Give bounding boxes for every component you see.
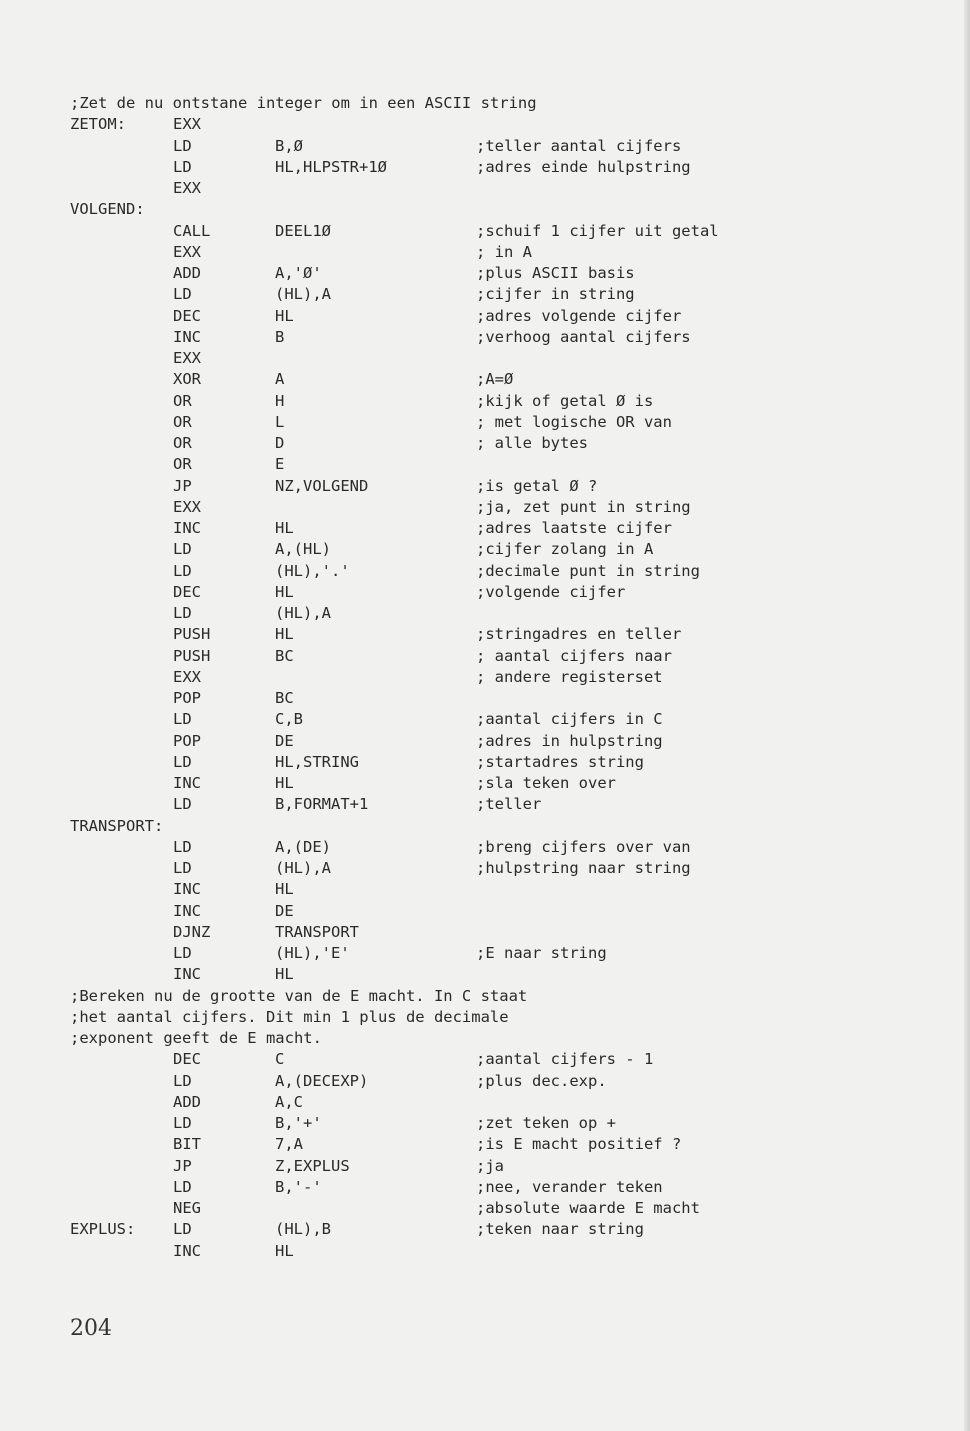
operand: A,'Ø' — [275, 264, 322, 282]
comment: ;verhoog aantal cijfers — [476, 327, 691, 346]
code-line — [70, 327, 950, 348]
comment-text: ;het aantal cijfers. Dit min 1 plus de decimale — [70, 1007, 509, 1026]
operand: (HL),A — [275, 859, 331, 877]
code-line — [70, 1219, 950, 1240]
operand: HL,HLPSTR+1Ø — [275, 157, 387, 176]
code-line — [70, 922, 950, 943]
operand: (HL),'.' — [275, 561, 350, 580]
operand: HL — [275, 582, 294, 601]
comment: ;ja — [476, 1156, 504, 1175]
comment: ;adres laatste cijfer — [476, 519, 672, 537]
comment-text: ;Bereken nu de grootte van de E macht. In C staat — [70, 986, 528, 1005]
label: ZETOM: — [70, 115, 126, 134]
opcode: EXX — [173, 242, 201, 261]
code-line — [70, 348, 950, 369]
code-line — [70, 518, 950, 539]
opcode: OR — [173, 434, 192, 452]
comment: ;startadres string — [476, 752, 644, 771]
comment: ; andere registerset — [476, 667, 663, 686]
operand: B,'+' — [275, 1114, 322, 1132]
comment: ;adres einde hulpstring — [476, 157, 691, 176]
operand: B — [275, 327, 285, 346]
code-line — [70, 157, 950, 178]
operand: Z,EXPLUS — [275, 1156, 350, 1175]
operand: TRANSPORT — [275, 922, 359, 941]
opcode: LD — [173, 859, 192, 877]
opcode: LD — [173, 561, 192, 580]
opcode: DJNZ — [173, 922, 211, 941]
code-line — [70, 816, 950, 837]
comment: ;adres volgende cijfer — [476, 306, 682, 325]
code-line — [70, 773, 950, 794]
operand: HL — [275, 880, 294, 899]
comment-line — [70, 1007, 950, 1028]
opcode: JP — [173, 1156, 192, 1175]
operand: HL — [275, 625, 294, 644]
page-number: 204 — [70, 1316, 112, 1341]
comment: ;nee, verander teken — [476, 1177, 663, 1196]
label: EXPLUS: — [70, 1220, 136, 1239]
comment: ;zet teken op + — [476, 1114, 616, 1132]
opcode: PUSH — [173, 646, 211, 665]
operand: B,'-' — [275, 1177, 322, 1196]
comment: ;plus ASCII basis — [476, 264, 635, 282]
opcode: INC — [173, 1241, 201, 1260]
opcode: OR — [173, 391, 192, 410]
opcode: LD — [173, 540, 192, 559]
operand: HL — [275, 1241, 294, 1260]
comment: ;A=Ø — [476, 370, 514, 389]
opcode: EXX — [173, 667, 201, 686]
code-line — [70, 603, 950, 624]
opcode: NEG — [173, 1199, 201, 1217]
page-edge — [964, 0, 970, 1431]
code-line — [70, 476, 950, 497]
code-line — [70, 582, 950, 603]
code-line — [70, 539, 950, 560]
comment: ; aantal cijfers naar — [476, 646, 672, 665]
comment: ;breng cijfers over van — [476, 837, 691, 856]
code-line — [70, 646, 950, 667]
opcode: JP — [173, 476, 192, 495]
opcode: XOR — [173, 370, 201, 389]
label: VOLGEND: — [70, 200, 145, 219]
opcode: DEC — [173, 306, 201, 325]
comment: ; in A — [476, 242, 532, 261]
operand: A,(HL) — [275, 540, 331, 559]
opcode: POP — [173, 731, 201, 750]
code-line — [70, 943, 950, 964]
comment: ; met logische OR van — [476, 412, 672, 431]
opcode: EXX — [173, 179, 201, 197]
code-line — [70, 901, 950, 922]
operand: (HL),A — [275, 285, 331, 304]
comment: ;teller aantal cijfers — [476, 136, 682, 155]
comment-line — [70, 93, 950, 114]
opcode: INC — [173, 774, 201, 792]
comment-text: ;Zet de nu ontstane integer om in een ASCII string — [70, 94, 537, 112]
opcode: LD — [173, 837, 192, 856]
opcode: BIT — [173, 1135, 201, 1154]
comment: ;decimale punt in string — [476, 561, 700, 580]
operand: HL — [275, 774, 294, 792]
code-line — [70, 369, 950, 390]
operand: DEEL1Ø — [275, 221, 331, 240]
code-line — [70, 752, 950, 773]
code-line — [70, 284, 950, 305]
comment: ;volgende cijfer — [476, 582, 626, 601]
operand: BC — [275, 646, 294, 665]
comment-line — [70, 1028, 950, 1049]
code-line — [70, 114, 950, 135]
opcode: POP — [173, 689, 201, 707]
comment: ;aantal cijfers in C — [476, 710, 663, 729]
opcode: LD — [173, 157, 192, 176]
operand: (HL),A — [275, 604, 331, 622]
operand: (HL),'E' — [275, 944, 350, 962]
comment: ;kijk of getal Ø is — [476, 391, 654, 410]
operand: 7,A — [275, 1135, 303, 1154]
opcode: LD — [173, 710, 192, 729]
operand: HL — [275, 965, 294, 984]
comment: ;is E macht positief ? — [476, 1135, 682, 1154]
code-line — [70, 391, 950, 412]
code-line — [70, 1198, 950, 1219]
code-line — [70, 454, 950, 475]
code-line — [70, 794, 950, 815]
code-line — [70, 242, 950, 263]
operand: HL — [275, 306, 294, 325]
operand: NZ,VOLGEND — [275, 476, 369, 495]
code-line — [70, 561, 950, 582]
operand: E — [275, 455, 285, 474]
operand: B,FORMAT+1 — [275, 795, 369, 814]
opcode: EXX — [173, 115, 201, 134]
comment: ;hulpstring naar string — [476, 859, 691, 877]
operand: DE — [275, 731, 294, 750]
code-line — [70, 964, 950, 985]
opcode: DEC — [173, 1050, 201, 1069]
comment: ;cijfer zolang in A — [476, 540, 654, 559]
opcode: EXX — [173, 349, 201, 367]
comment: ;sla teken over — [476, 774, 616, 792]
code-line — [70, 199, 950, 220]
code-line — [70, 136, 950, 157]
code-line — [70, 709, 950, 730]
operand: HL — [275, 519, 294, 537]
comment: ;stringadres en teller — [476, 625, 682, 644]
operand: L — [275, 412, 285, 431]
operand: BC — [275, 689, 294, 707]
comment-text: ;exponent geeft de E macht. — [70, 1029, 322, 1047]
comment: ;cijfer in string — [476, 285, 635, 304]
opcode: INC — [173, 327, 201, 346]
comment: ;absolute waarde E macht — [476, 1199, 700, 1217]
code-line — [70, 879, 950, 900]
code-line — [70, 306, 950, 327]
opcode: LD — [173, 1220, 192, 1239]
code-line — [70, 178, 950, 199]
opcode: EXX — [173, 497, 201, 516]
code-line — [70, 221, 950, 242]
opcode: INC — [173, 519, 201, 537]
operand: A — [275, 370, 285, 389]
comment: ;ja, zet punt in string — [476, 497, 691, 516]
opcode: OR — [173, 455, 192, 474]
opcode: CALL — [173, 221, 211, 240]
label: TRANSPORT: — [70, 816, 164, 835]
opcode: LD — [173, 795, 192, 814]
code-line — [70, 412, 950, 433]
comment: ;schuif 1 cijfer uit getal — [476, 221, 719, 240]
code-line — [70, 1049, 950, 1070]
comment: ;aantal cijfers - 1 — [476, 1050, 654, 1069]
code-line — [70, 624, 950, 645]
opcode: LD — [173, 604, 192, 622]
code-line — [70, 497, 950, 518]
operand: H — [275, 391, 285, 410]
opcode: LD — [173, 1177, 192, 1196]
code-line — [70, 688, 950, 709]
comment: ;E naar string — [476, 944, 607, 962]
code-listing — [70, 93, 950, 1262]
code-line — [70, 263, 950, 284]
operand: C — [275, 1050, 285, 1069]
code-line — [70, 1156, 950, 1177]
opcode: INC — [173, 965, 201, 984]
code-line — [70, 858, 950, 879]
operand: D — [275, 434, 285, 452]
code-line — [70, 667, 950, 688]
code-line — [70, 731, 950, 752]
comment: ; alle bytes — [476, 434, 588, 452]
code-line — [70, 1177, 950, 1198]
opcode: OR — [173, 412, 192, 431]
comment: ;teller — [476, 795, 542, 814]
operand: A,(DE) — [275, 837, 331, 856]
operand: C,B — [275, 710, 303, 729]
comment: ;plus dec.exp. — [476, 1071, 607, 1090]
code-line — [70, 433, 950, 454]
opcode: INC — [173, 901, 201, 920]
operand: DE — [275, 901, 294, 920]
opcode: ADD — [173, 264, 201, 282]
opcode: LD — [173, 136, 192, 155]
comment: ;is getal Ø ? — [476, 476, 598, 495]
code-line — [70, 1092, 950, 1113]
opcode: ADD — [173, 1092, 201, 1111]
opcode: LD — [173, 944, 192, 962]
operand: HL,STRING — [275, 752, 359, 771]
code-line — [70, 837, 950, 858]
opcode: LD — [173, 1114, 192, 1132]
comment: ;adres in hulpstring — [476, 731, 663, 750]
opcode: INC — [173, 880, 201, 899]
opcode: PUSH — [173, 625, 211, 644]
opcode: LD — [173, 752, 192, 771]
operand: A,(DECEXP) — [275, 1071, 369, 1090]
code-line — [70, 1134, 950, 1155]
operand: B,Ø — [275, 136, 303, 155]
operand: (HL),B — [275, 1220, 331, 1239]
comment: ;teken naar string — [476, 1220, 644, 1239]
operand: A,C — [275, 1092, 303, 1111]
opcode: LD — [173, 1071, 192, 1090]
code-line — [70, 1113, 950, 1134]
code-line — [70, 1241, 950, 1262]
opcode: DEC — [173, 582, 201, 601]
comment-line — [70, 986, 950, 1007]
opcode: LD — [173, 285, 192, 304]
code-line — [70, 1071, 950, 1092]
